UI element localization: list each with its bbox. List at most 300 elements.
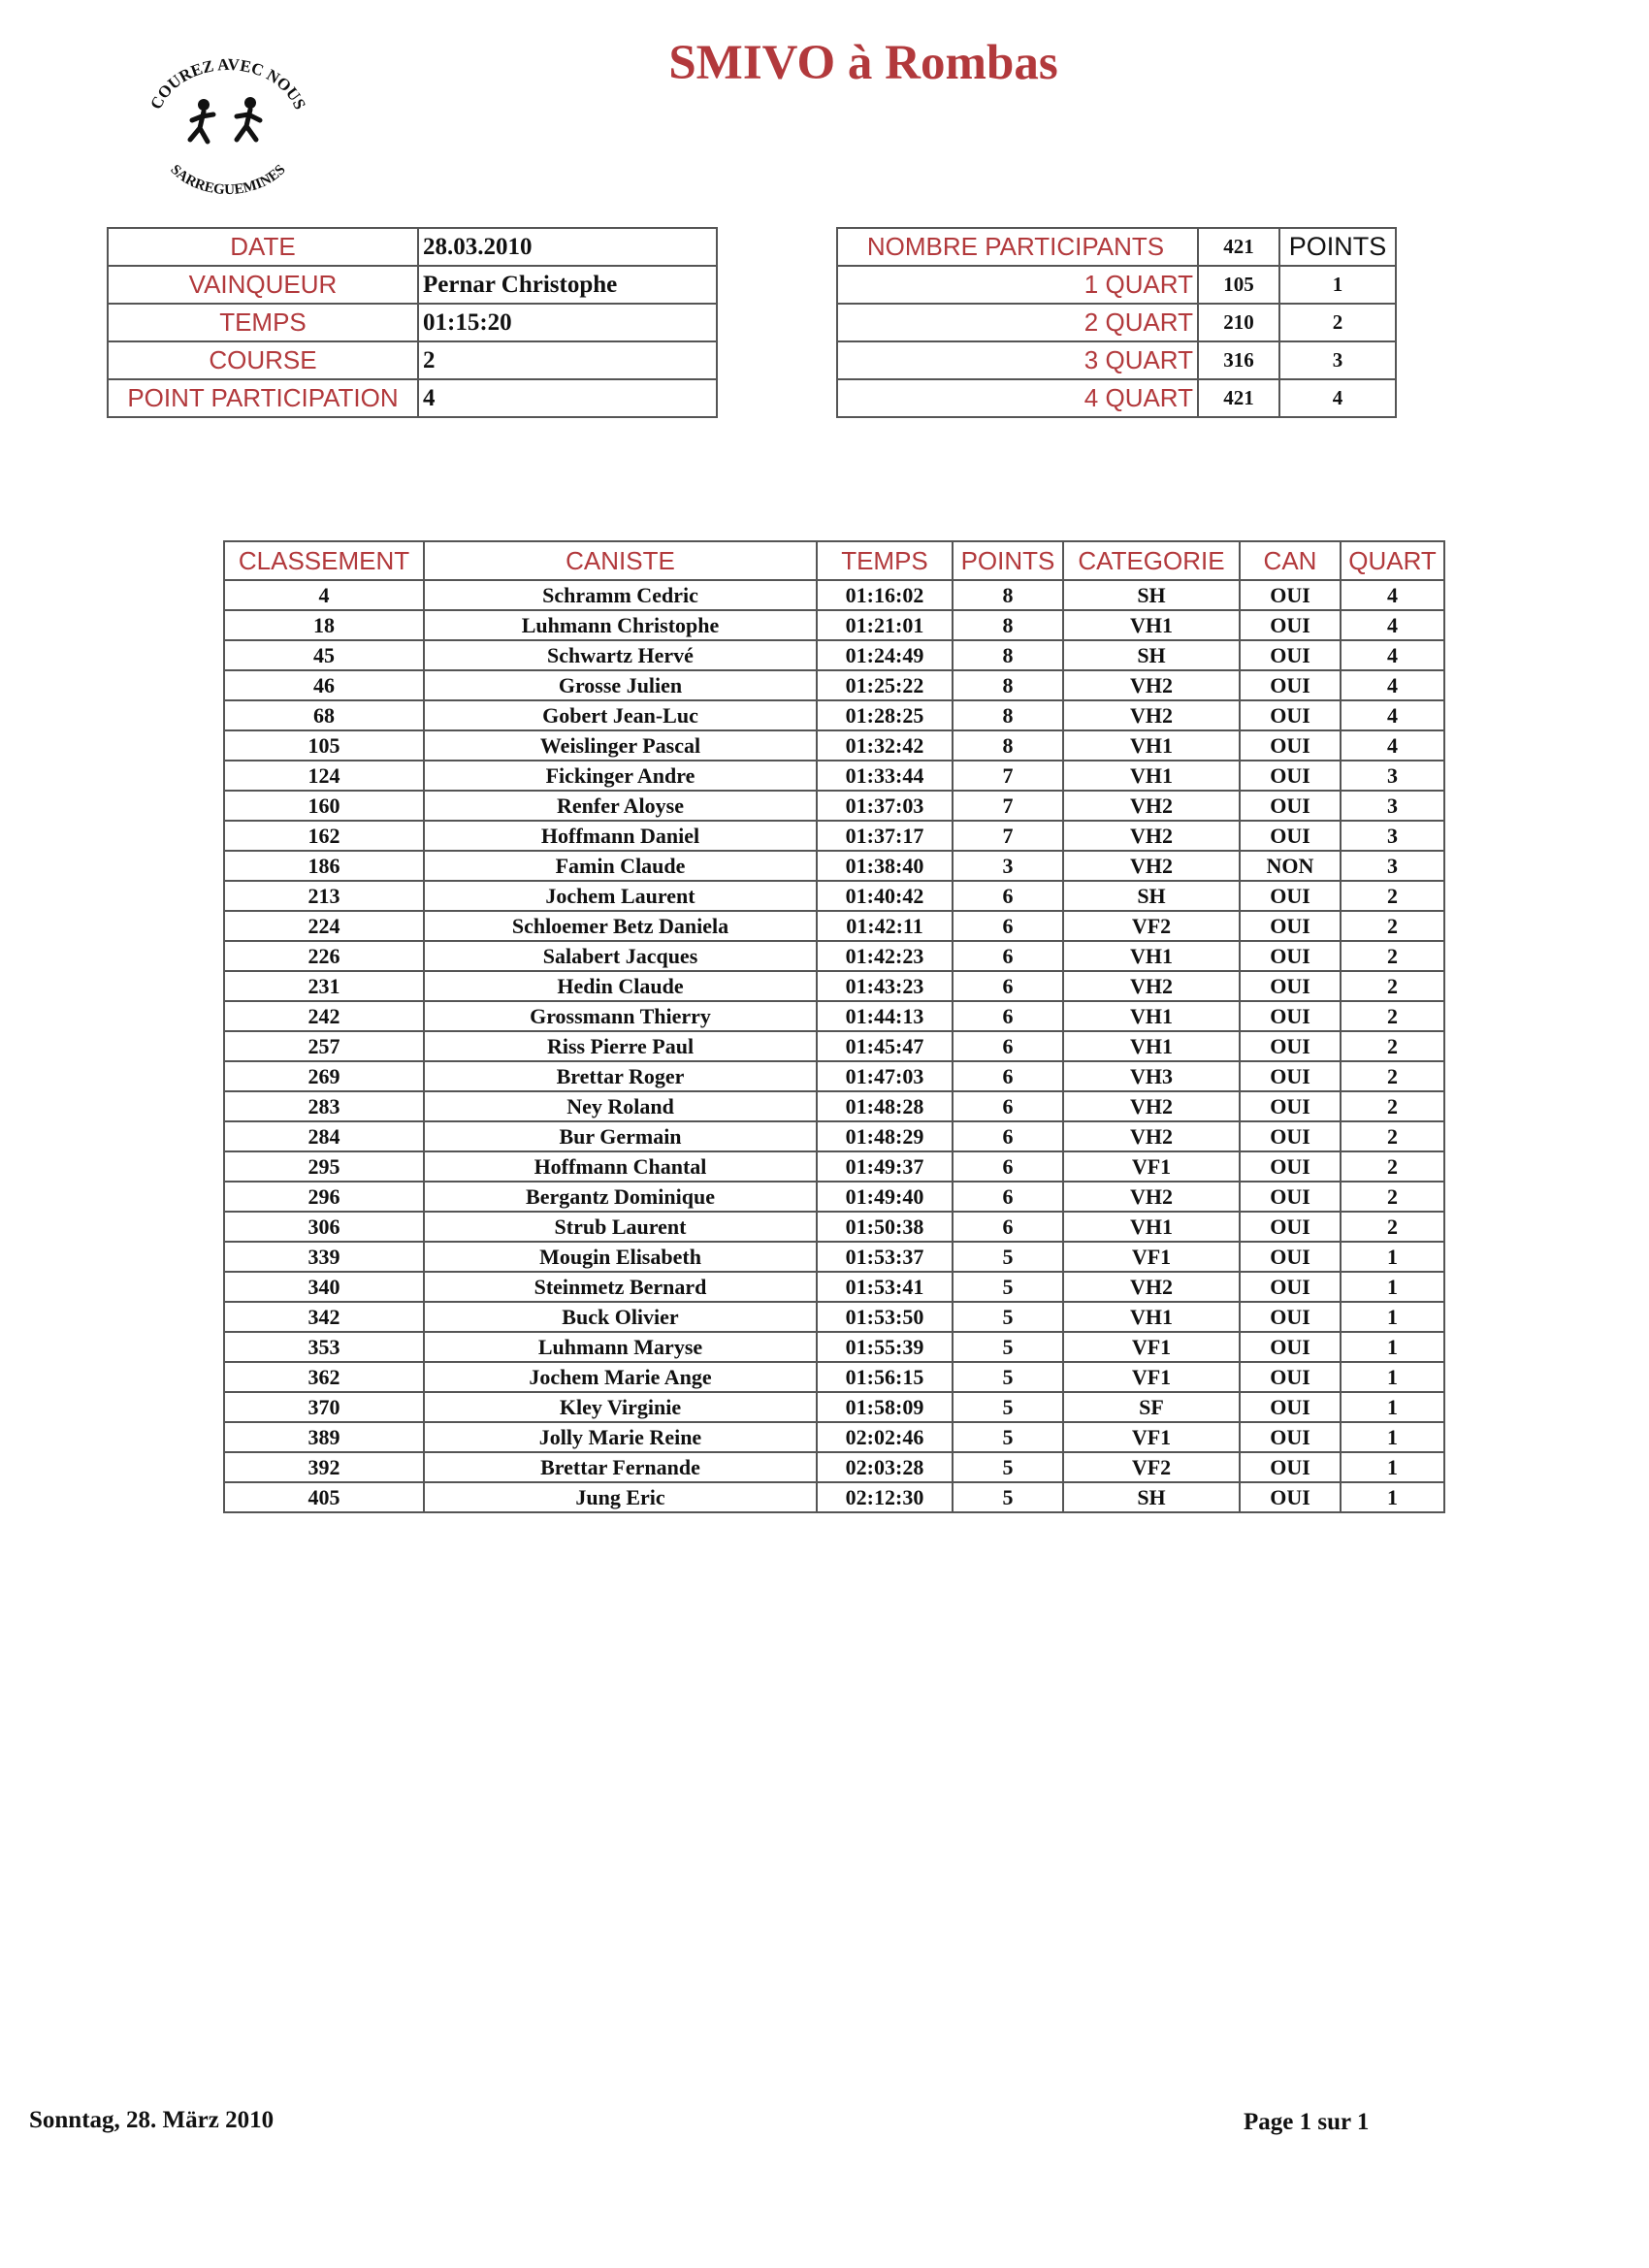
- column-header-categorie: CATEGORIE: [1063, 541, 1240, 580]
- table-row: [224, 730, 1444, 761]
- info-label: COURSE: [108, 341, 418, 379]
- time-cell: 01:24:49: [817, 640, 953, 670]
- table-row: [224, 791, 1444, 821]
- table-row: [224, 700, 1444, 730]
- participants-header-row: [837, 228, 1396, 266]
- table-row: [224, 851, 1444, 881]
- time-cell: 01:33:44: [817, 761, 953, 791]
- name-cell: Jochem Marie Ange: [424, 1362, 817, 1392]
- points-cell: 6: [953, 1212, 1063, 1242]
- can-cell: OUI: [1240, 1302, 1341, 1332]
- category-cell: SH: [1063, 580, 1240, 610]
- points-cell: 8: [953, 700, 1063, 730]
- info-row-time: [108, 304, 717, 341]
- results-body: [224, 580, 1444, 1512]
- results-header-row: [224, 541, 1444, 580]
- quart-row: [837, 304, 1396, 341]
- quart-cell: 4: [1341, 730, 1444, 761]
- info-value: 4: [418, 379, 717, 417]
- can-cell: OUI: [1240, 761, 1341, 791]
- can-cell: OUI: [1240, 580, 1341, 610]
- rank-cell: 405: [224, 1482, 424, 1512]
- svg-text:SARREGUEMINES: SARREGUEMINES: [167, 161, 289, 199]
- quart-cell: 1: [1341, 1482, 1444, 1512]
- quart-cell: 2: [1341, 971, 1444, 1001]
- results-table: [223, 540, 1445, 1513]
- rank-cell: 105: [224, 730, 424, 761]
- can-cell: OUI: [1240, 1332, 1341, 1362]
- quart-label: 4 QUART: [837, 379, 1198, 417]
- rank-cell: 284: [224, 1121, 424, 1151]
- table-row: [224, 1332, 1444, 1362]
- can-cell: OUI: [1240, 1091, 1341, 1121]
- quart-cell: 2: [1341, 1121, 1444, 1151]
- table-row: [224, 610, 1444, 640]
- quart-cell: 4: [1341, 670, 1444, 700]
- quart-cell: 4: [1341, 700, 1444, 730]
- can-cell: OUI: [1240, 1001, 1341, 1031]
- name-cell: Schloemer Betz Daniela: [424, 911, 817, 941]
- can-cell: OUI: [1240, 1362, 1341, 1392]
- club-logo-icon: [136, 58, 320, 204]
- rank-cell: 342: [224, 1302, 424, 1332]
- name-cell: Renfer Aloyse: [424, 791, 817, 821]
- category-cell: VH1: [1063, 1031, 1240, 1061]
- table-row: [224, 1362, 1444, 1392]
- can-cell: OUI: [1240, 1212, 1341, 1242]
- time-cell: 01:48:28: [817, 1091, 953, 1121]
- rank-cell: 392: [224, 1452, 424, 1482]
- name-cell: Bergantz Dominique: [424, 1182, 817, 1212]
- points-cell: 8: [953, 730, 1063, 761]
- can-cell: NON: [1240, 851, 1341, 881]
- name-cell: Salabert Jacques: [424, 941, 817, 971]
- category-cell: SF: [1063, 1392, 1240, 1422]
- rank-cell: 226: [224, 941, 424, 971]
- table-row: [224, 1422, 1444, 1452]
- participants-table: [836, 227, 1397, 418]
- page-title: SMIVO à Rombas: [668, 36, 1058, 90]
- name-cell: Jochem Laurent: [424, 881, 817, 911]
- quart-cell: 1: [1341, 1362, 1444, 1392]
- category-cell: VF1: [1063, 1422, 1240, 1452]
- table-row: [224, 941, 1444, 971]
- rank-cell: 306: [224, 1212, 424, 1242]
- rank-cell: 160: [224, 791, 424, 821]
- quart-cell: 2: [1341, 1091, 1444, 1121]
- table-row: [224, 640, 1444, 670]
- table-row: [224, 1031, 1444, 1061]
- points-cell: 6: [953, 1001, 1063, 1031]
- time-cell: 01:21:01: [817, 610, 953, 640]
- rank-cell: 242: [224, 1001, 424, 1031]
- points-cell: 6: [953, 1182, 1063, 1212]
- table-row: [224, 1151, 1444, 1182]
- info-row-date: [108, 228, 717, 266]
- quart-cell: 3: [1341, 821, 1444, 851]
- time-cell: 01:53:50: [817, 1302, 953, 1332]
- can-cell: OUI: [1240, 1482, 1341, 1512]
- category-cell: VF2: [1063, 1452, 1240, 1482]
- can-cell: OUI: [1240, 911, 1341, 941]
- points-cell: 6: [953, 1151, 1063, 1182]
- category-cell: VH2: [1063, 1091, 1240, 1121]
- can-cell: OUI: [1240, 670, 1341, 700]
- points-cell: 6: [953, 1031, 1063, 1061]
- time-cell: 01:42:23: [817, 941, 953, 971]
- can-cell: OUI: [1240, 1422, 1341, 1452]
- table-row: [224, 1272, 1444, 1302]
- points-cell: 7: [953, 761, 1063, 791]
- info-row-course: [108, 341, 717, 379]
- quart-cell: 2: [1341, 911, 1444, 941]
- can-cell: OUI: [1240, 1061, 1341, 1091]
- quart-points: 3: [1279, 341, 1396, 379]
- points-cell: 3: [953, 851, 1063, 881]
- can-cell: OUI: [1240, 881, 1341, 911]
- can-cell: OUI: [1240, 1031, 1341, 1061]
- table-row: [224, 911, 1444, 941]
- rank-cell: 283: [224, 1091, 424, 1121]
- rank-cell: 340: [224, 1272, 424, 1302]
- table-row: [224, 1182, 1444, 1212]
- points-cell: 6: [953, 911, 1063, 941]
- rank-cell: 389: [224, 1422, 424, 1452]
- rank-cell: 224: [224, 911, 424, 941]
- can-cell: OUI: [1240, 730, 1341, 761]
- quart-row: [837, 266, 1396, 304]
- footer-date: Sonntag, 28. März 2010: [29, 2107, 275, 2133]
- footer-page-number: Page 1 sur 1: [1244, 2109, 1370, 2135]
- rank-cell: 296: [224, 1182, 424, 1212]
- table-row: [224, 1212, 1444, 1242]
- quart-cell: 2: [1341, 881, 1444, 911]
- name-cell: Ney Roland: [424, 1091, 817, 1121]
- points-cell: 5: [953, 1362, 1063, 1392]
- quart-cell: 4: [1341, 610, 1444, 640]
- points-cell: 6: [953, 1121, 1063, 1151]
- info-value: 2: [418, 341, 717, 379]
- rank-cell: 339: [224, 1242, 424, 1272]
- can-cell: OUI: [1240, 1121, 1341, 1151]
- info-label: POINT PARTICIPATION: [108, 379, 418, 417]
- time-cell: 01:58:09: [817, 1392, 953, 1422]
- rank-cell: 45: [224, 640, 424, 670]
- quart-cell: 1: [1341, 1242, 1444, 1272]
- name-cell: Brettar Roger: [424, 1061, 817, 1091]
- category-cell: VF1: [1063, 1362, 1240, 1392]
- time-cell: 01:43:23: [817, 971, 953, 1001]
- quart-points: 1: [1279, 266, 1396, 304]
- points-cell: 5: [953, 1482, 1063, 1512]
- can-cell: OUI: [1240, 941, 1341, 971]
- can-cell: OUI: [1240, 971, 1341, 1001]
- points-cell: 8: [953, 610, 1063, 640]
- can-cell: OUI: [1240, 1242, 1341, 1272]
- time-cell: 01:56:15: [817, 1362, 953, 1392]
- time-cell: 01:53:37: [817, 1242, 953, 1272]
- table-row: [224, 1091, 1444, 1121]
- points-cell: 5: [953, 1452, 1063, 1482]
- time-cell: 01:50:38: [817, 1212, 953, 1242]
- time-cell: 02:03:28: [817, 1452, 953, 1482]
- name-cell: Famin Claude: [424, 851, 817, 881]
- name-cell: Schwartz Hervé: [424, 640, 817, 670]
- points-cell: 5: [953, 1332, 1063, 1362]
- category-cell: VH1: [1063, 1302, 1240, 1332]
- category-cell: VH2: [1063, 1121, 1240, 1151]
- can-cell: OUI: [1240, 1182, 1341, 1212]
- quart-cell: 1: [1341, 1272, 1444, 1302]
- category-cell: VF1: [1063, 1332, 1240, 1362]
- quart-row: [837, 379, 1396, 417]
- name-cell: Mougin Elisabeth: [424, 1242, 817, 1272]
- info-row-winner: [108, 266, 717, 304]
- rank-cell: 46: [224, 670, 424, 700]
- category-cell: VH2: [1063, 821, 1240, 851]
- name-cell: Riss Pierre Paul: [424, 1031, 817, 1061]
- can-cell: OUI: [1240, 640, 1341, 670]
- time-cell: 02:02:46: [817, 1422, 953, 1452]
- quart-cell: 2: [1341, 941, 1444, 971]
- name-cell: Strub Laurent: [424, 1212, 817, 1242]
- points-cell: 6: [953, 881, 1063, 911]
- can-cell: OUI: [1240, 1272, 1341, 1302]
- time-cell: 01:45:47: [817, 1031, 953, 1061]
- info-row-participation: [108, 379, 717, 417]
- category-cell: VF1: [1063, 1151, 1240, 1182]
- table-row: [224, 1302, 1444, 1332]
- rank-cell: 370: [224, 1392, 424, 1422]
- svg-text:COUREZ AVEC NOUS: COUREZ AVEC NOUS: [146, 58, 309, 113]
- quart-cell: 2: [1341, 1182, 1444, 1212]
- quart-label: 2 QUART: [837, 304, 1198, 341]
- points-cell: 5: [953, 1302, 1063, 1332]
- name-cell: Brettar Fernande: [424, 1452, 817, 1482]
- can-cell: OUI: [1240, 610, 1341, 640]
- table-row: [224, 1242, 1444, 1272]
- rank-cell: 186: [224, 851, 424, 881]
- name-cell: Grosse Julien: [424, 670, 817, 700]
- category-cell: SH: [1063, 640, 1240, 670]
- quart-value: 421: [1198, 379, 1279, 417]
- column-header-can: CAN: [1240, 541, 1341, 580]
- quart-cell: 3: [1341, 791, 1444, 821]
- column-header-classement: CLASSEMENT: [224, 541, 424, 580]
- quart-cell: 4: [1341, 580, 1444, 610]
- category-cell: VH2: [1063, 971, 1240, 1001]
- quart-points: 2: [1279, 304, 1396, 341]
- category-cell: VH1: [1063, 1212, 1240, 1242]
- quart-value: 105: [1198, 266, 1279, 304]
- can-cell: OUI: [1240, 1392, 1341, 1422]
- time-cell: 01:49:37: [817, 1151, 953, 1182]
- category-cell: VH3: [1063, 1061, 1240, 1091]
- category-cell: SH: [1063, 1482, 1240, 1512]
- table-row: [224, 670, 1444, 700]
- rank-cell: 18: [224, 610, 424, 640]
- name-cell: Grossmann Thierry: [424, 1001, 817, 1031]
- name-cell: Hedin Claude: [424, 971, 817, 1001]
- name-cell: Fickinger Andre: [424, 761, 817, 791]
- column-header-quart: QUART: [1341, 541, 1444, 580]
- quart-cell: 1: [1341, 1452, 1444, 1482]
- can-cell: OUI: [1240, 1151, 1341, 1182]
- table-row: [224, 1452, 1444, 1482]
- category-cell: VH1: [1063, 941, 1240, 971]
- quart-cell: 1: [1341, 1302, 1444, 1332]
- name-cell: Kley Virginie: [424, 1392, 817, 1422]
- table-row: [224, 761, 1444, 791]
- info-value: Pernar Christophe: [418, 266, 717, 304]
- quart-label: 1 QUART: [837, 266, 1198, 304]
- category-cell: VF1: [1063, 1242, 1240, 1272]
- column-header-temps: TEMPS: [817, 541, 953, 580]
- table-row: [224, 821, 1444, 851]
- time-cell: 01:28:25: [817, 700, 953, 730]
- name-cell: Jung Eric: [424, 1482, 817, 1512]
- rank-cell: 353: [224, 1332, 424, 1362]
- category-cell: VH2: [1063, 670, 1240, 700]
- time-cell: 01:16:02: [817, 580, 953, 610]
- quart-cell: 1: [1341, 1332, 1444, 1362]
- points-cell: 8: [953, 640, 1063, 670]
- category-cell: VH1: [1063, 761, 1240, 791]
- points-cell: 6: [953, 941, 1063, 971]
- quart-cell: 1: [1341, 1392, 1444, 1422]
- info-value: 01:15:20: [418, 304, 717, 341]
- points-cell: 5: [953, 1392, 1063, 1422]
- category-cell: VH2: [1063, 1272, 1240, 1302]
- quart-label: 3 QUART: [837, 341, 1198, 379]
- rank-cell: 124: [224, 761, 424, 791]
- table-row: [224, 1482, 1444, 1512]
- name-cell: Hoffmann Daniel: [424, 821, 817, 851]
- category-cell: VH2: [1063, 851, 1240, 881]
- points-cell: 8: [953, 580, 1063, 610]
- race-info-table: [107, 227, 718, 418]
- rank-cell: 362: [224, 1362, 424, 1392]
- rank-cell: 231: [224, 971, 424, 1001]
- participants-count: 421: [1198, 228, 1279, 266]
- points-cell: 6: [953, 1061, 1063, 1091]
- rank-cell: 213: [224, 881, 424, 911]
- quart-cell: 3: [1341, 761, 1444, 791]
- rank-cell: 295: [224, 1151, 424, 1182]
- can-cell: OUI: [1240, 700, 1341, 730]
- info-label: DATE: [108, 228, 418, 266]
- name-cell: Steinmetz Bernard: [424, 1272, 817, 1302]
- rank-cell: 162: [224, 821, 424, 851]
- category-cell: VH1: [1063, 610, 1240, 640]
- info-label: TEMPS: [108, 304, 418, 341]
- category-cell: VH1: [1063, 730, 1240, 761]
- time-cell: 01:42:11: [817, 911, 953, 941]
- time-cell: 01:40:42: [817, 881, 953, 911]
- name-cell: Gobert Jean-Luc: [424, 700, 817, 730]
- rank-cell: 68: [224, 700, 424, 730]
- table-row: [224, 1121, 1444, 1151]
- category-cell: VH2: [1063, 700, 1240, 730]
- points-cell: 5: [953, 1422, 1063, 1452]
- table-row: [224, 971, 1444, 1001]
- quart-row: [837, 341, 1396, 379]
- name-cell: Hoffmann Chantal: [424, 1151, 817, 1182]
- time-cell: 01:48:29: [817, 1121, 953, 1151]
- quart-cell: 2: [1341, 1001, 1444, 1031]
- quart-cell: 1: [1341, 1422, 1444, 1452]
- category-cell: VH1: [1063, 1001, 1240, 1031]
- rank-cell: 257: [224, 1031, 424, 1061]
- category-cell: VH2: [1063, 791, 1240, 821]
- quart-cell: 2: [1341, 1212, 1444, 1242]
- points-cell: 8: [953, 670, 1063, 700]
- quart-value: 316: [1198, 341, 1279, 379]
- category-cell: VF2: [1063, 911, 1240, 941]
- time-cell: 01:53:41: [817, 1272, 953, 1302]
- table-row: [224, 881, 1444, 911]
- name-cell: Jolly Marie Reine: [424, 1422, 817, 1452]
- name-cell: Schramm Cedric: [424, 580, 817, 610]
- name-cell: Luhmann Maryse: [424, 1332, 817, 1362]
- points-cell: 6: [953, 1091, 1063, 1121]
- category-cell: SH: [1063, 881, 1240, 911]
- table-row: [224, 580, 1444, 610]
- points-cell: 7: [953, 821, 1063, 851]
- name-cell: Luhmann Christophe: [424, 610, 817, 640]
- can-cell: OUI: [1240, 1452, 1341, 1482]
- quart-cell: 4: [1341, 640, 1444, 670]
- can-cell: OUI: [1240, 791, 1341, 821]
- points-header: POINTS: [1279, 228, 1396, 266]
- quart-cell: 2: [1341, 1031, 1444, 1061]
- time-cell: 01:44:13: [817, 1001, 953, 1031]
- time-cell: 01:37:03: [817, 791, 953, 821]
- time-cell: 02:12:30: [817, 1482, 953, 1512]
- info-value: 28.03.2010: [418, 228, 717, 266]
- points-cell: 5: [953, 1242, 1063, 1272]
- column-header-points: POINTS: [953, 541, 1063, 580]
- time-cell: 01:55:39: [817, 1332, 953, 1362]
- time-cell: 01:49:40: [817, 1182, 953, 1212]
- club-logo: [136, 58, 320, 204]
- name-cell: Bur Germain: [424, 1121, 817, 1151]
- table-row: [224, 1001, 1444, 1031]
- points-cell: 6: [953, 971, 1063, 1001]
- time-cell: 01:47:03: [817, 1061, 953, 1091]
- column-header-caniste: CANISTE: [424, 541, 817, 580]
- table-row: [224, 1392, 1444, 1422]
- can-cell: OUI: [1240, 821, 1341, 851]
- quart-cell: 3: [1341, 851, 1444, 881]
- time-cell: 01:25:22: [817, 670, 953, 700]
- table-row: [224, 1061, 1444, 1091]
- rank-cell: 269: [224, 1061, 424, 1091]
- category-cell: VH2: [1063, 1182, 1240, 1212]
- rank-cell: 4: [224, 580, 424, 610]
- points-cell: 7: [953, 791, 1063, 821]
- name-cell: Weislinger Pascal: [424, 730, 817, 761]
- quart-points: 4: [1279, 379, 1396, 417]
- name-cell: Buck Olivier: [424, 1302, 817, 1332]
- time-cell: 01:37:17: [817, 821, 953, 851]
- time-cell: 01:38:40: [817, 851, 953, 881]
- quart-value: 210: [1198, 304, 1279, 341]
- participants-label: NOMBRE PARTICIPANTS: [837, 228, 1198, 266]
- info-label: VAINQUEUR: [108, 266, 418, 304]
- quart-cell: 2: [1341, 1151, 1444, 1182]
- points-cell: 5: [953, 1272, 1063, 1302]
